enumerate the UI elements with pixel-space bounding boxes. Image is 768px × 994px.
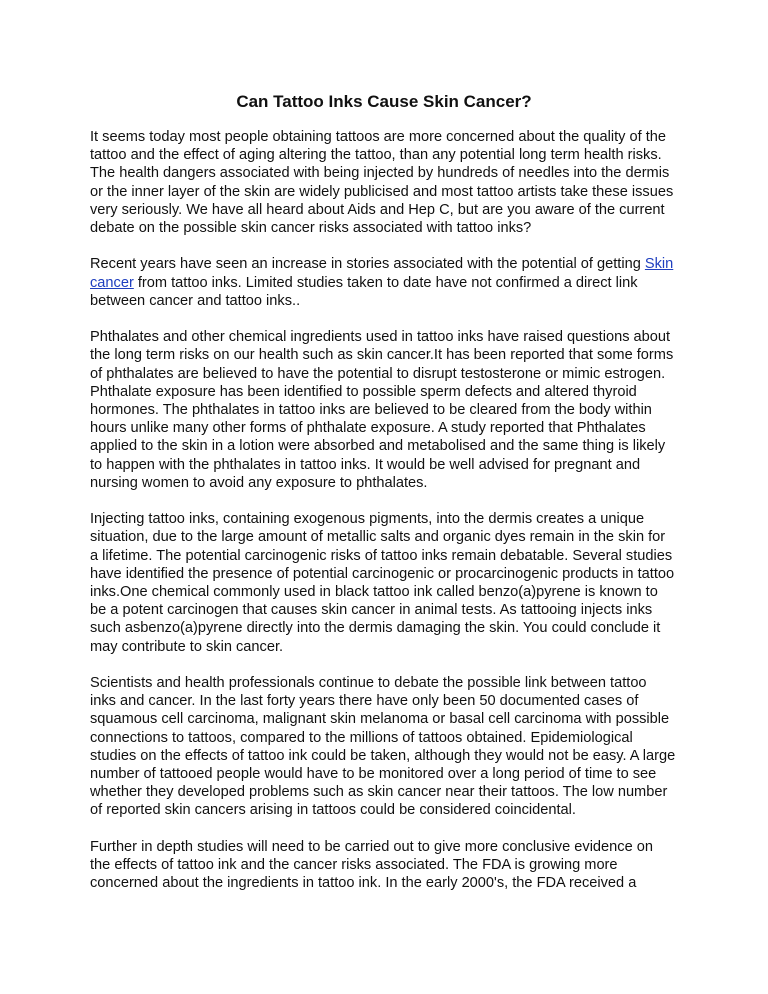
paragraph-injecting-inks: Injecting tattoo inks, containing exogenous pigments, into the dermis creates a unique situation, due to the large amount of metallic salts and organic dyes remain in the skin for a lifetime. The potential carcinogenic risks of tattoo inks remain debatable. Several studies have identified the presence of potential carcinogenic or procarcinogenic products in tattoo inks.One chemical commonly used in black tattoo ink called benzo(a)pyrene is known to be a potent carcinogen that causes skin cancer in animal tests. As tattooing injects inks such asbenzo(a)pyrene directly into the dermis damaging the skin. You could conclude it may contribute to skin cancer. [90,511,675,655]
document-body [90,128,676,911]
paragraph-scientists-debate: Scientists and health professionals continue to debate the possible link between tattoo inks and cancer. In the last forty years there have only been 50 documented cases of squamous cell carcinoma, malignant skin melanoma or basal cell carcinoma with possible connections to tattoos, compared to the millions of tattoos obtained. Epidemiological studies on the effects of tattoo ink could be taken, although they would not be easy. A large number of tattooed people would have to be monitored over a long period of time to see whether they developed problems such as skin cancer near their tattoos. The low number of reported skin cancers arising in tattoos could be considered coincidental. [90,675,676,819]
paragraph-intro: It seems today most people obtaining tattoos are more concerned about the quality of the tattoo and the effect of aging altering the tattoo, than any potential long term health risks. The health dangers associated with being injected by hundreds of needles into the dermis or the inner layer of the skin are widely publicised and most tattoo artists take these issues very seriously. We have all heard about Aids and Hep C, but are you aware of the current debate on the possible skin cancer risks associated with tattoo inks? [90,129,674,237]
paragraph-recent-years-text-before: Recent years have seen an increase in stories associated with the potential of getting [90,256,645,273]
paragraph-phthalates: Phthalates and other chemical ingredients used in tattoo inks have raised questions about the long term risks on our health such as skin cancer.It has been reported that some forms of phthalates are believed to have the potential to disrupt testosterone or mimic estrogen. Phthalate exposure has been identified to possible sperm defects and altered thyroid hormones. The phthalates in tattoo inks are believed to be cleared from the body within hours unlike many other forms of phthalate exposure. A study reported that Phthalates applied to the skin in a lotion were absorbed and metabolised and the same thing is likely to happen with the phthalates in tattoo inks. It would be well advised for pregnant and nursing women to avoid any exposure to phthalates. [90,329,674,491]
paragraph-further-studies: Further in depth studies will need to be carried out to give more conclusive evidence on the effects of tattoo ink and the cancer risks associated. The FDA is growing more concerned about the ingredients in tattoo ink. In the early 2000's, the FDA received a [90,838,653,892]
paragraph-recent-years-text-after: from tattoo inks. Limited studies taken to date have not confirmed a direct link between cancer and tattoo inks.. [90,274,638,309]
document-title: Can Tattoo Inks Cause Skin Cancer? [236,92,532,111]
paragraph-recent-years [90,255,676,310]
skin-cancer-link[interactable]: Skin cancer [90,256,674,291]
